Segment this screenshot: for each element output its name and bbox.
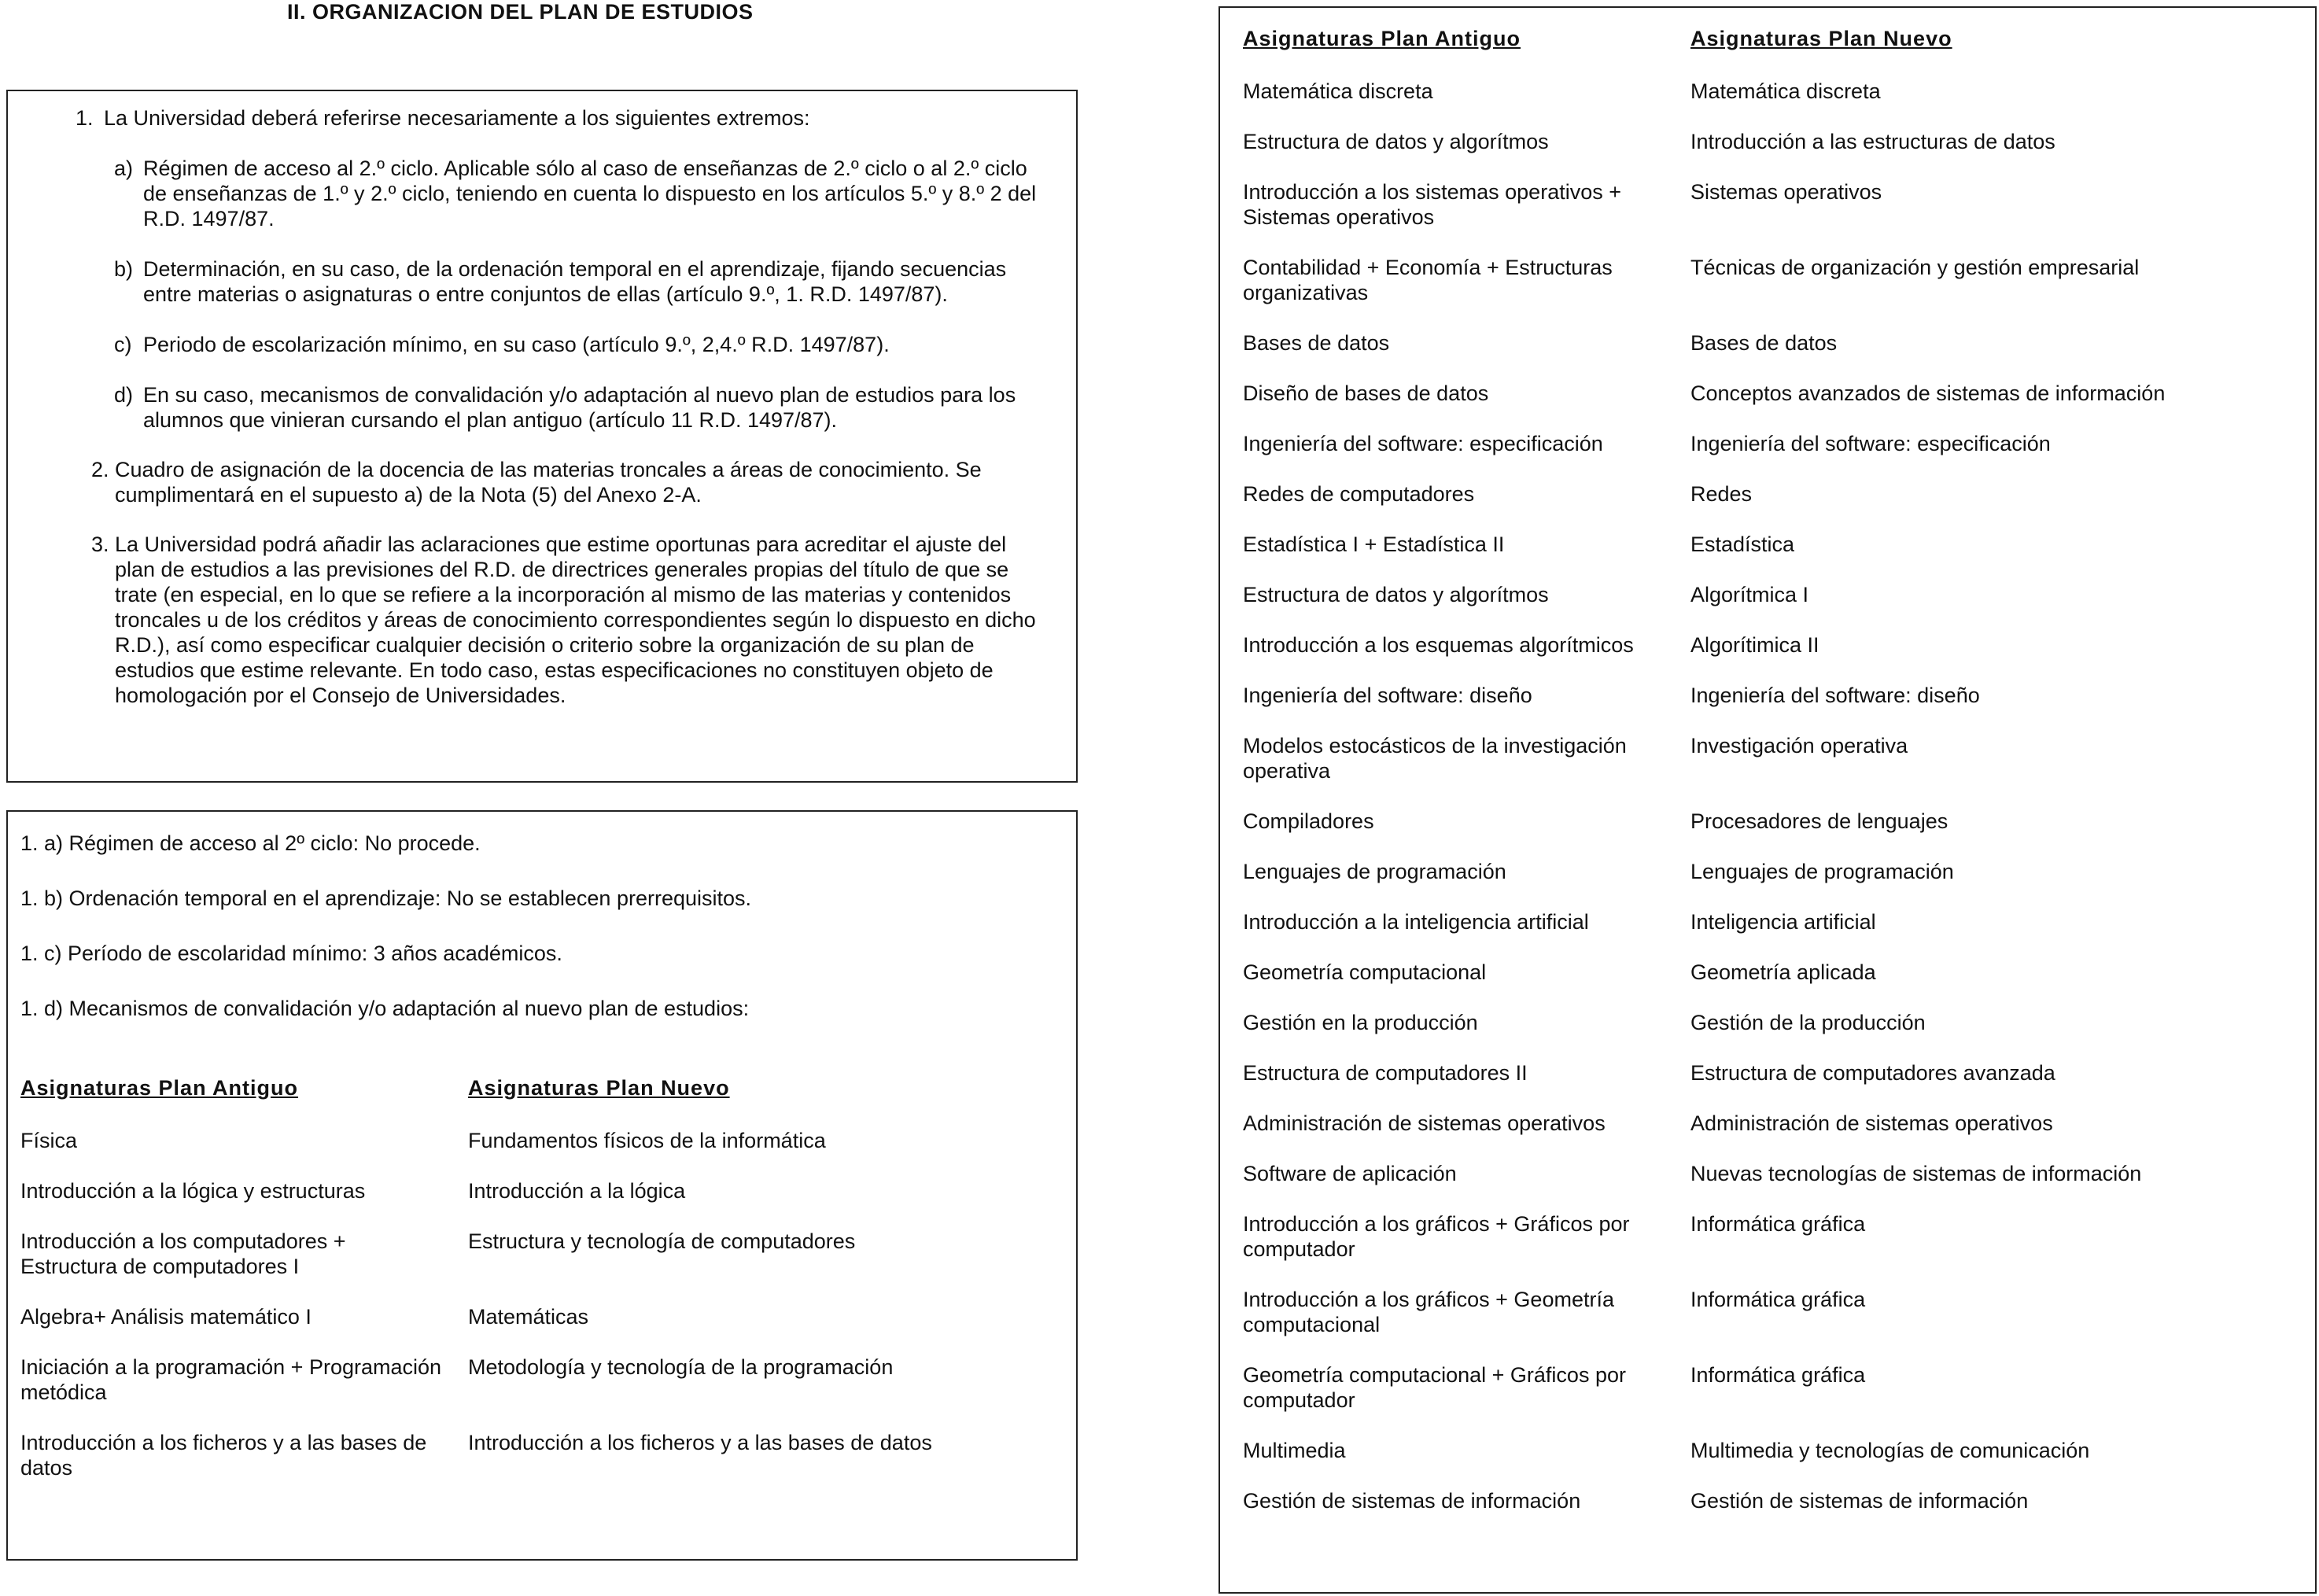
new-subject: Estructura y tecnología de computadores (468, 1229, 856, 1253)
new-subject: Geometría aplicada (1690, 960, 1876, 984)
item-2-number: 2. (91, 458, 109, 481)
old-subject: Bases de datos (1243, 331, 1390, 355)
old-subject: Iniciación a la programación + Programación metódica (20, 1355, 442, 1404)
old-subject: Introducción a los sistemas operativos + Sistemas operativos (1243, 180, 1621, 229)
old-subject: Compiladores (1243, 809, 1374, 833)
new-subject: Estadística (1690, 533, 1795, 556)
page-title: II. ORGANIZACION DEL PLAN DE ESTUDIOS (287, 0, 754, 24)
new-subject: Ingeniería del software: especificación (1690, 432, 2051, 455)
answer-1c: 1. c) Período de escolaridad mínimo: 3 años académicos. (20, 942, 562, 965)
new-subject: Redes (1690, 482, 1753, 506)
old-subject: Introducción a los computadores + Estructura de computadores I (20, 1229, 346, 1278)
item-1-text: La Universidad deberá referirse necesariamente a los siguientes extremos: (104, 106, 810, 130)
new-subject: Bases de datos (1690, 331, 1838, 355)
new-subject: Administración de sistemas operativos (1690, 1111, 2053, 1135)
left-header-old: Asignaturas Plan Antiguo (20, 1076, 299, 1100)
new-subject: Investigación operativa (1690, 734, 1908, 757)
new-subject: Introducción a los ficheros y a las bases de datos (468, 1431, 932, 1454)
old-subject: Estructura de datos y algorítmos (1243, 130, 1549, 153)
old-subject: Estructura de datos y algorítmos (1243, 583, 1549, 606)
old-subject: Software de aplicación (1243, 1162, 1457, 1185)
item-2-text: Cuadro de asignación de la docencia de las materias troncales a áreas de conocimiento. Se cumplimentará en el supuesto a) de la Nota (5) del Anexo 2-A. (115, 458, 982, 507)
old-subject: Estructura de computadores II (1243, 1061, 1528, 1085)
new-subject: Procesadores de lenguajes (1690, 809, 1948, 833)
answers-box (6, 810, 1078, 1561)
instructions-box (6, 90, 1078, 783)
old-subject: Ingeniería del software: diseño (1243, 684, 1532, 707)
new-subject: Ingeniería del software: diseño (1690, 684, 1980, 707)
old-subject: Matemática discreta (1243, 79, 1433, 103)
subitem-a-label: a) (114, 157, 134, 180)
old-subject: Geometría computacional (1243, 960, 1487, 984)
new-subject: Introducción a la lógica (468, 1179, 686, 1203)
new-subject: Algorítimica II (1690, 633, 1819, 657)
old-subject: Redes de computadores (1243, 482, 1475, 506)
left-header-new: Asignaturas Plan Nuevo (468, 1076, 730, 1100)
answer-1b: 1. b) Ordenación temporal en el aprendizaje: No se establecen prerrequisitos. (20, 886, 752, 910)
new-subject: Sistemas operativos (1690, 180, 1882, 204)
old-subject: Introducción a la lógica y estructuras (20, 1179, 366, 1203)
old-subject: Estadística I + Estadística II (1243, 533, 1505, 556)
new-subject: Fundamentos físicos de la informática (468, 1129, 826, 1152)
answer-1a: 1. a) Régimen de acceso al 2º ciclo: No procede. (20, 831, 481, 855)
new-subject: Matemática discreta (1690, 79, 1881, 103)
new-subject: Matemáticas (468, 1305, 589, 1329)
old-subject: Gestión de sistemas de información (1243, 1489, 1581, 1513)
item-3-number: 3. (91, 533, 109, 556)
subitem-c-label: c) (114, 333, 132, 356)
subitem-b-label: b) (114, 257, 134, 281)
old-subject: Física (20, 1129, 78, 1152)
old-subject: Modelos estocásticos de la investigación operativa (1243, 734, 1627, 783)
old-subject: Multimedia (1243, 1439, 1346, 1462)
old-subject: Introducción a la inteligencia artificial (1243, 910, 1589, 934)
right-header-old: Asignaturas Plan Antiguo (1243, 27, 1521, 50)
subitem-b-text: Determinación, en su caso, de la ordenación temporal en el aprendizaje, fijando secuencias entre materias o asignaturas o entre conjuntos de ellas (artículo 9.º, 1. R.D. 1497/87). (143, 257, 1007, 306)
old-subject: Administración de sistemas operativos (1243, 1111, 1606, 1135)
old-subject: Geometría computacional + Gráficos por computador (1243, 1363, 1626, 1412)
subitem-c-text: Periodo de escolarización mínimo, en su caso (artículo 9.º, 2,4.º R.D. 1497/87). (143, 333, 890, 356)
subitem-a-text: Régimen de acceso al 2.º ciclo. Aplicable sólo al caso de enseñanzas de 2.º ciclo o al 2.º ciclo de enseñanzas de 1.º y 2.º ciclo, teniendo en cuenta lo dispuesto en los artículos 5.º y 8.º 2 del R.D. 1497/87. (143, 157, 1037, 230)
right-table-box (1218, 6, 2317, 1594)
new-subject: Gestión de la producción (1690, 1011, 1926, 1034)
old-subject: Ingeniería del software: especificación (1243, 432, 1603, 455)
answer-1d: 1. d) Mecanismos de convalidación y/o adaptación al nuevo plan de estudios: (20, 997, 750, 1020)
item-3-text: La Universidad podrá añadir las aclaraciones que estime oportunas para acreditar el ajuste del plan de estudios a las previsiones del R.D. de directrices generales propias del título de que se trate (en especial, en lo que se refiere a la incorporación al mismo de las materias y contenidos troncales u de los créditos y áreas de conocimiento correspondientes según lo dispuesto en dicho R.D.), así como especificar cualquier decisión o criterio sobre la organización de su plan de estudios que estime relevante. En todo caso, estas especificaciones no constituyen objeto de homologación por el Consejo de Universidades. (115, 533, 1036, 707)
old-subject: Algebra+ Análisis matemático I (20, 1305, 312, 1329)
new-subject: Informática gráfica (1690, 1212, 1866, 1236)
old-subject: Introducción a los gráficos + Geometría computacional (1243, 1288, 1614, 1336)
new-subject: Lenguajes de programación (1690, 860, 1954, 883)
new-subject: Inteligencia artificial (1690, 910, 1876, 934)
old-subject: Gestión en la producción (1243, 1011, 1478, 1034)
new-subject: Metodología y tecnología de la programación (468, 1355, 894, 1379)
right-header-new: Asignaturas Plan Nuevo (1690, 27, 1952, 50)
old-subject: Introducción a los gráficos + Gráficos por computador (1243, 1212, 1630, 1261)
old-subject: Diseño de bases de datos (1243, 381, 1489, 405)
old-subject: Lenguajes de programación (1243, 860, 1506, 883)
new-subject: Técnicas de organización y gestión empresarial (1690, 256, 2140, 279)
new-subject: Nuevas tecnologías de sistemas de información (1690, 1162, 2142, 1185)
new-subject: Multimedia y tecnologías de comunicación (1690, 1439, 2090, 1462)
item-1-number: 1. (76, 106, 94, 130)
old-subject: Introducción a los esquemas algorítmicos (1243, 633, 1634, 657)
new-subject: Informática gráfica (1690, 1288, 1866, 1311)
new-subject: Conceptos avanzados de sistemas de información (1690, 381, 2166, 405)
new-subject: Algorítmica I (1690, 583, 1809, 606)
subitem-d-label: d) (114, 383, 134, 407)
new-subject: Gestión de sistemas de información (1690, 1489, 2029, 1513)
subitem-d-text: En su caso, mecanismos de convalidación y/o adaptación al nuevo plan de estudios para los alumnos que vinieran cursando el plan antiguo (artículo 11 R.D. 1497/87). (143, 383, 1016, 432)
old-subject: Introducción a los ficheros y a las bases de datos (20, 1431, 427, 1480)
old-subject: Contabilidad + Economía + Estructuras organizativas (1243, 256, 1613, 304)
new-subject: Estructura de computadores avanzada (1690, 1061, 2055, 1085)
new-subject: Introducción a las estructuras de datos (1690, 130, 2055, 153)
new-subject: Informática gráfica (1690, 1363, 1866, 1387)
